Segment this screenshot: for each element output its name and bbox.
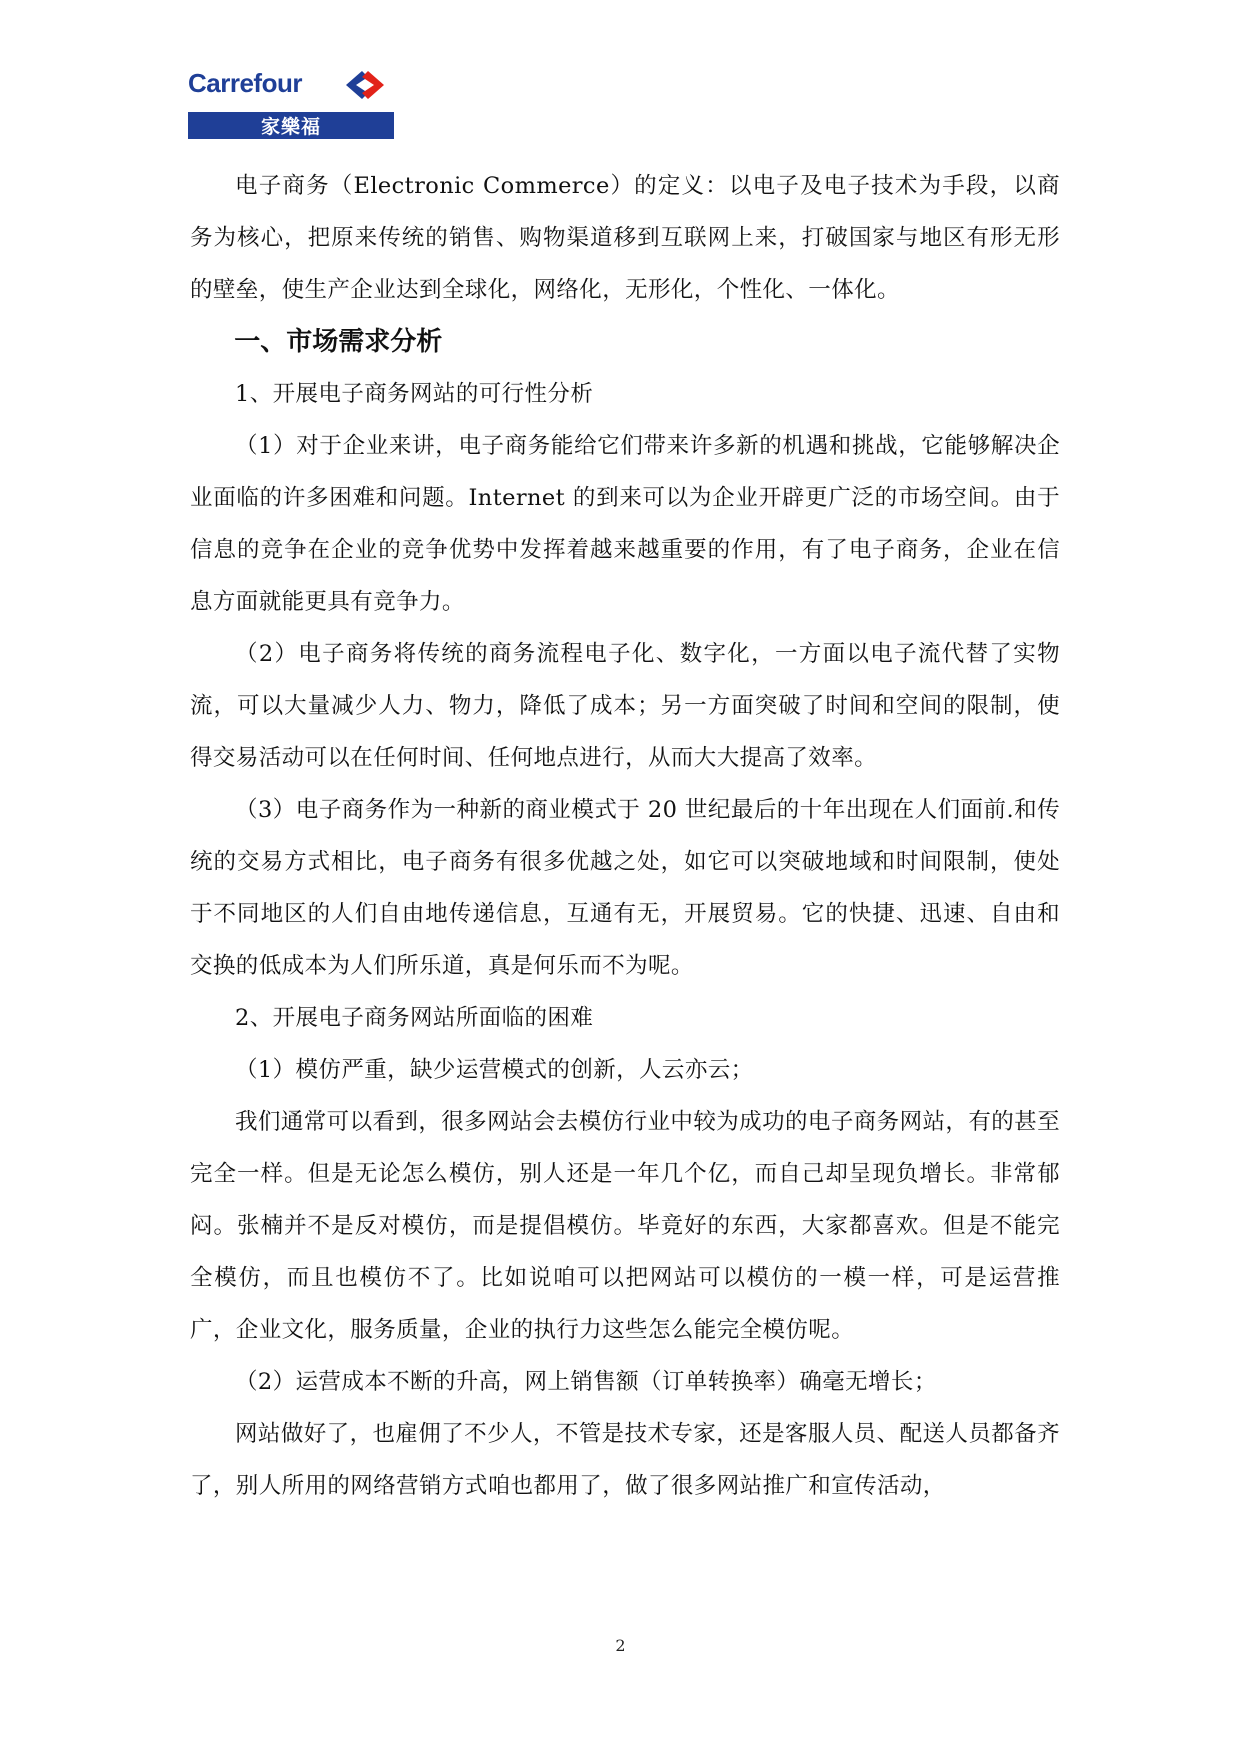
subsection-title: 1、开展电子商务网站的可行性分析	[235, 381, 594, 407]
paragraph: 电子商务（Electronic Commerce）的定义：以电子及电子技术为手段，以商务为核心，把原来传统的销售、购物渠道移到互联网上来，打破国家与地区有形无形的壁垒，使生产企业达到全球化，网络化，无形化，个性化、一体化。	[190, 173, 1060, 303]
section-heading: 一、市场需求分析	[234, 327, 443, 357]
document-body	[190, 160, 1060, 1512]
paragraph: 我们通常可以看到，很多网站会去模仿行业中较为成功的电子商务网站，有的甚至完全一样。但是无论怎么模仿，别人还是一年几个亿，而自己却呈现负增长。非常郁闷。张楠并不是反对模仿，而是提倡模仿。毕竟好的东西，大家都喜欢。但是不能完全模仿，而且也模仿不了。比如说咱可以把网站可以模仿的一模一样，可是运营推广，企业文化，服务质量，企业的执行力这些怎么能完全模仿呢。	[190, 1109, 1060, 1343]
paragraph: （1）对于企业来讲，电子商务能给它们带来许多新的机遇和挑战，它能够解决企业面临的许多困难和问题。Internet 的到来可以为企业开辟更广泛的市场空间。由于信息的竞争在企业的竞争优势中发挥着越来越重要的作用，有了电子商务，企业在信息方面就能更具有竞争力。	[190, 433, 1060, 615]
subsection-title: 2、开展电子商务网站所面临的困难	[235, 1005, 594, 1031]
paragraph: （3）电子商务作为一种新的商业模式于 20 世纪最后的十年出现在人们面前.和传统的交易方式相比，电子商务有很多优越之处，如它可以突破地域和时间限制，使处于不同地区的人们自由地传递信息，互通有无，开展贸易。它的快捷、迅速、自由和交换的低成本为人们所乐道，真是何乐而不为呢。	[190, 797, 1060, 979]
logo-chinese-bar: 家樂福	[188, 112, 394, 139]
list-item: （2）运营成本不断的升高，网上销售额（订单转换率）确毫无增长；	[235, 1369, 937, 1395]
carrefour-logo	[188, 64, 394, 139]
list-item: （1）模仿严重，缺少运营模式的创新，人云亦云；	[235, 1057, 754, 1083]
paragraph: 网站做好了，也雇佣了不少人，不管是技术专家，还是客服人员、配送人员都备齐了，别人所用的网络营销方式咱也都用了，做了很多网站推广和宣传活动，	[190, 1421, 1060, 1499]
page-number: 2	[615, 1636, 626, 1655]
carrefour-emblem-icon	[340, 68, 388, 102]
logo-wordmark: Carrefour	[188, 68, 302, 98]
paragraph: （2）电子商务将传统的商务流程电子化、数字化，一方面以电子流代替了实物流，可以大量减少人力、物力，降低了成本；另一方面突破了时间和空间的限制，使得交易活动可以在任何时间、任何地点进行，从而大大提高了效率。	[190, 641, 1060, 771]
